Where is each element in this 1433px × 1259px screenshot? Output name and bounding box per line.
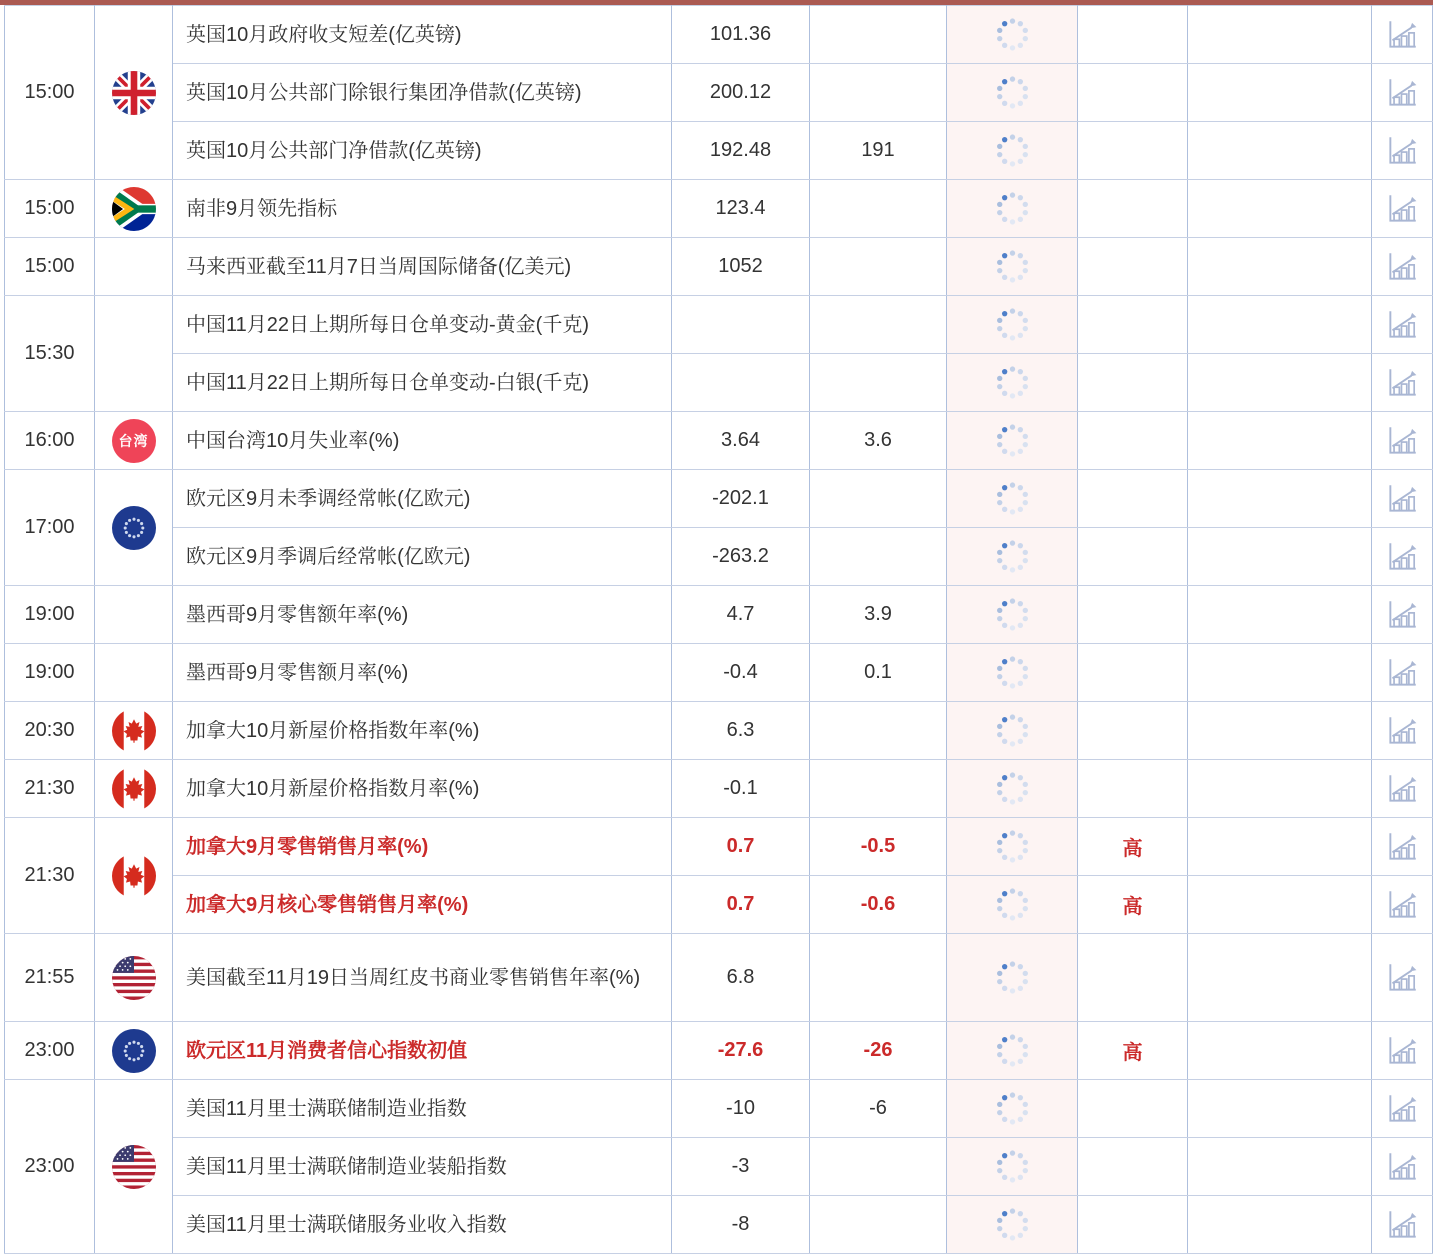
country-flag-cell	[95, 180, 173, 238]
history-chart-button[interactable]	[1384, 76, 1420, 110]
time-cell: 17:00	[5, 470, 95, 586]
previous-value-cell: -27.6	[672, 1022, 810, 1080]
chart-cell	[1372, 876, 1433, 934]
history-chart-button[interactable]	[1384, 366, 1420, 400]
forecast-value-cell	[810, 296, 947, 354]
importance-cell: 高	[1078, 818, 1188, 876]
event-row	[5, 1138, 1433, 1196]
previous-value-cell: 6.8	[672, 934, 810, 1022]
history-chart-button[interactable]	[1384, 250, 1420, 284]
previous-value-cell: 192.48	[672, 122, 810, 180]
previous-value-cell: 6.3	[672, 702, 810, 760]
chart-cell	[1372, 760, 1433, 818]
forecast-value-cell	[810, 1138, 947, 1196]
loading-spinner-icon	[996, 888, 1029, 921]
chart-cell	[1372, 1138, 1433, 1196]
importance-cell	[1078, 934, 1188, 1022]
loading-spinner-icon	[996, 1150, 1029, 1183]
chart-cell	[1372, 702, 1433, 760]
forecast-value-cell	[810, 934, 947, 1022]
event-row	[5, 1196, 1433, 1254]
forecast-value-cell: 3.6	[810, 412, 947, 470]
south-africa-flag-icon	[112, 187, 156, 231]
event-name-cell: 英国10月政府收支短差(亿英镑)	[173, 6, 672, 64]
event-row	[5, 934, 1433, 1022]
extra-cell	[1188, 122, 1372, 180]
country-flag-cell	[95, 702, 173, 760]
chart-cell	[1372, 1080, 1433, 1138]
forecast-value-cell: 3.9	[810, 586, 947, 644]
history-chart-button[interactable]	[1384, 482, 1420, 516]
history-chart-button[interactable]	[1384, 888, 1420, 922]
event-name-cell: 中国11月22日上期所每日仓单变动-黄金(千克)	[173, 296, 672, 354]
previous-value-cell: 1052	[672, 238, 810, 296]
actual-value-loading-cell	[947, 1080, 1078, 1138]
taiwan-badge-icon	[112, 419, 156, 463]
actual-value-loading-cell	[947, 528, 1078, 586]
country-flag-cell	[95, 934, 173, 1022]
forecast-value-cell	[810, 760, 947, 818]
loading-spinner-icon	[996, 366, 1029, 399]
event-name-cell: 美国11月里士满联储服务业收入指数	[173, 1196, 672, 1254]
loading-spinner-icon	[996, 482, 1029, 515]
event-name-cell: 英国10月公共部门除银行集团净借款(亿英镑)	[173, 64, 672, 122]
history-chart-button[interactable]	[1384, 598, 1420, 632]
event-name-cell: 墨西哥9月零售额月率(%)	[173, 644, 672, 702]
event-row	[5, 296, 1433, 354]
event-name-cell: 加拿大9月核心零售销售月率(%)	[173, 876, 672, 934]
event-row	[5, 818, 1433, 876]
actual-value-loading-cell	[947, 64, 1078, 122]
event-name-cell: 中国11月22日上期所每日仓单变动-白银(千克)	[173, 354, 672, 412]
actual-value-loading-cell	[947, 644, 1078, 702]
event-name-cell: 中国台湾10月失业率(%)	[173, 412, 672, 470]
loading-spinner-icon	[996, 1034, 1029, 1067]
actual-value-loading-cell	[947, 586, 1078, 644]
forecast-value-cell	[810, 180, 947, 238]
event-row	[5, 238, 1433, 296]
importance-cell	[1078, 354, 1188, 412]
event-name-cell: 英国10月公共部门净借款(亿英镑)	[173, 122, 672, 180]
chart-cell	[1372, 934, 1433, 1022]
previous-value-cell: 0.7	[672, 818, 810, 876]
importance-cell	[1078, 1196, 1188, 1254]
forecast-value-cell: -0.5	[810, 818, 947, 876]
importance-cell	[1078, 470, 1188, 528]
time-cell: 20:30	[5, 702, 95, 760]
actual-value-loading-cell	[947, 1138, 1078, 1196]
extra-cell	[1188, 1080, 1372, 1138]
previous-value-cell: -0.4	[672, 644, 810, 702]
loading-spinner-icon	[996, 1208, 1029, 1241]
previous-value-cell: 4.7	[672, 586, 810, 644]
eu-flag-icon	[112, 506, 156, 550]
loading-spinner-icon	[996, 192, 1029, 225]
event-name-cell: 南非9月领先指标	[173, 180, 672, 238]
economic-calendar-table	[4, 5, 1433, 1254]
extra-cell	[1188, 296, 1372, 354]
time-cell: 21:55	[5, 934, 95, 1022]
time-cell: 15:30	[5, 296, 95, 412]
event-name-cell: 加拿大10月新屋价格指数月率(%)	[173, 760, 672, 818]
importance-cell	[1078, 412, 1188, 470]
actual-value-loading-cell	[947, 354, 1078, 412]
event-row	[5, 528, 1433, 586]
importance-cell: 高	[1078, 876, 1188, 934]
previous-value-cell	[672, 354, 810, 412]
previous-value-cell: -263.2	[672, 528, 810, 586]
importance-cell	[1078, 64, 1188, 122]
history-chart-button[interactable]	[1384, 714, 1420, 748]
event-row	[5, 470, 1433, 528]
canada-flag-icon	[112, 767, 156, 811]
canada-flag-icon	[112, 854, 156, 898]
country-flag-cell	[95, 760, 173, 818]
previous-value-cell: -0.1	[672, 760, 810, 818]
country-flag-cell	[95, 1080, 173, 1254]
time-cell: 15:00	[5, 6, 95, 180]
country-flag-cell	[95, 238, 173, 296]
extra-cell	[1188, 412, 1372, 470]
chart-cell	[1372, 180, 1433, 238]
extra-cell	[1188, 586, 1372, 644]
time-cell: 19:00	[5, 644, 95, 702]
chart-cell	[1372, 6, 1433, 64]
loading-spinner-icon	[996, 830, 1029, 863]
importance-cell: 高	[1078, 1022, 1188, 1080]
loading-spinner-icon	[996, 308, 1029, 341]
previous-value-cell: -3	[672, 1138, 810, 1196]
time-cell: 21:30	[5, 818, 95, 934]
forecast-value-cell: -0.6	[810, 876, 947, 934]
forecast-value-cell	[810, 6, 947, 64]
history-chart-button[interactable]	[1384, 540, 1420, 574]
forecast-value-cell: 0.1	[810, 644, 947, 702]
event-row	[5, 586, 1433, 644]
history-chart-button[interactable]	[1384, 18, 1420, 52]
event-row	[5, 1022, 1433, 1080]
importance-cell	[1078, 6, 1188, 64]
event-row	[5, 412, 1433, 470]
extra-cell	[1188, 354, 1372, 412]
event-row	[5, 354, 1433, 412]
time-cell: 23:00	[5, 1080, 95, 1254]
event-row	[5, 876, 1433, 934]
actual-value-loading-cell	[947, 1196, 1078, 1254]
importance-cell	[1078, 702, 1188, 760]
forecast-value-cell	[810, 470, 947, 528]
event-name-cell: 欧元区9月未季调经常帐(亿欧元)	[173, 470, 672, 528]
calendar-table-body	[5, 6, 1433, 1254]
country-flag-cell	[95, 644, 173, 702]
extra-cell	[1188, 876, 1372, 934]
taiwan-badge-label: 台湾	[118, 432, 149, 449]
extra-cell	[1188, 702, 1372, 760]
extra-cell	[1188, 470, 1372, 528]
actual-value-loading-cell	[947, 6, 1078, 64]
previous-value-cell: -10	[672, 1080, 810, 1138]
event-row	[5, 702, 1433, 760]
loading-spinner-icon	[996, 134, 1029, 167]
event-row	[5, 180, 1433, 238]
event-name-cell: 欧元区9月季调后经常帐(亿欧元)	[173, 528, 672, 586]
extra-cell	[1188, 818, 1372, 876]
event-name-cell: 马来西亚截至11月7日当周国际储备(亿美元)	[173, 238, 672, 296]
canada-flag-icon	[112, 709, 156, 753]
extra-cell	[1188, 760, 1372, 818]
chart-cell	[1372, 238, 1433, 296]
time-cell: 23:00	[5, 1022, 95, 1080]
forecast-value-cell	[810, 1196, 947, 1254]
previous-value-cell: 101.36	[672, 6, 810, 64]
extra-cell	[1188, 64, 1372, 122]
history-chart-button[interactable]	[1384, 1034, 1420, 1068]
importance-cell	[1078, 760, 1188, 818]
actual-value-loading-cell	[947, 296, 1078, 354]
forecast-value-cell: -26	[810, 1022, 947, 1080]
time-cell: 16:00	[5, 412, 95, 470]
importance-cell	[1078, 1138, 1188, 1196]
extra-cell	[1188, 528, 1372, 586]
event-row	[5, 644, 1433, 702]
importance-cell	[1078, 122, 1188, 180]
actual-value-loading-cell	[947, 1022, 1078, 1080]
importance-cell	[1078, 180, 1188, 238]
event-name-cell: 欧元区11月消费者信心指数初值	[173, 1022, 672, 1080]
forecast-value-cell	[810, 64, 947, 122]
loading-spinner-icon	[996, 76, 1029, 109]
importance-cell	[1078, 586, 1188, 644]
history-chart-button[interactable]	[1384, 656, 1420, 690]
forecast-value-cell	[810, 702, 947, 760]
previous-value-cell: 0.7	[672, 876, 810, 934]
extra-cell	[1188, 934, 1372, 1022]
history-chart-button[interactable]	[1384, 1092, 1420, 1126]
loading-spinner-icon	[996, 714, 1029, 747]
event-name-cell: 加拿大9月零售销售月率(%)	[173, 818, 672, 876]
loading-spinner-icon	[996, 961, 1029, 994]
chart-cell	[1372, 64, 1433, 122]
country-flag-cell	[95, 818, 173, 934]
history-chart-button[interactable]	[1384, 424, 1420, 458]
extra-cell	[1188, 6, 1372, 64]
actual-value-loading-cell	[947, 412, 1078, 470]
chart-cell	[1372, 354, 1433, 412]
country-flag-cell	[95, 296, 173, 412]
loading-spinner-icon	[996, 250, 1029, 283]
chart-cell	[1372, 1196, 1433, 1254]
extra-cell	[1188, 238, 1372, 296]
us-flag-icon	[112, 1145, 156, 1189]
history-chart-button[interactable]	[1384, 134, 1420, 168]
event-row	[5, 64, 1433, 122]
previous-value-cell: -8	[672, 1196, 810, 1254]
previous-value-cell: -202.1	[672, 470, 810, 528]
event-name-cell: 墨西哥9月零售额年率(%)	[173, 586, 672, 644]
extra-cell	[1188, 180, 1372, 238]
actual-value-loading-cell	[947, 180, 1078, 238]
history-chart-button[interactable]	[1384, 1150, 1420, 1184]
actual-value-loading-cell	[947, 238, 1078, 296]
history-chart-button[interactable]	[1384, 308, 1420, 342]
chart-cell	[1372, 644, 1433, 702]
country-flag-cell	[95, 412, 173, 470]
chart-cell	[1372, 586, 1433, 644]
country-flag-cell	[95, 586, 173, 644]
loading-spinner-icon	[996, 598, 1029, 631]
previous-value-cell: 200.12	[672, 64, 810, 122]
forecast-value-cell	[810, 528, 947, 586]
chart-cell	[1372, 470, 1433, 528]
chart-cell	[1372, 122, 1433, 180]
forecast-value-cell: -6	[810, 1080, 947, 1138]
forecast-value-cell: 191	[810, 122, 947, 180]
actual-value-loading-cell	[947, 702, 1078, 760]
importance-cell	[1078, 238, 1188, 296]
loading-spinner-icon	[996, 656, 1029, 689]
time-cell: 21:30	[5, 760, 95, 818]
history-chart-button[interactable]	[1384, 1208, 1420, 1242]
event-name-cell: 美国11月里士满联储制造业指数	[173, 1080, 672, 1138]
history-chart-button[interactable]	[1384, 772, 1420, 806]
history-chart-button[interactable]	[1384, 961, 1420, 995]
country-flag-cell	[95, 6, 173, 180]
actual-value-loading-cell	[947, 122, 1078, 180]
time-cell: 15:00	[5, 180, 95, 238]
previous-value-cell: 3.64	[672, 412, 810, 470]
chart-cell	[1372, 412, 1433, 470]
actual-value-loading-cell	[947, 934, 1078, 1022]
event-name-cell: 美国截至11月19日当周红皮书商业零售销售年率(%)	[173, 934, 672, 1022]
chart-cell	[1372, 296, 1433, 354]
loading-spinner-icon	[996, 540, 1029, 573]
country-flag-cell	[95, 1022, 173, 1080]
time-cell: 19:00	[5, 586, 95, 644]
extra-cell	[1188, 1022, 1372, 1080]
previous-value-cell: 123.4	[672, 180, 810, 238]
event-row	[5, 760, 1433, 818]
loading-spinner-icon	[996, 772, 1029, 805]
loading-spinner-icon	[996, 1092, 1029, 1125]
loading-spinner-icon	[996, 424, 1029, 457]
event-name-cell: 美国11月里士满联储制造业装船指数	[173, 1138, 672, 1196]
event-row	[5, 6, 1433, 64]
event-row	[5, 122, 1433, 180]
actual-value-loading-cell	[947, 876, 1078, 934]
country-flag-cell	[95, 470, 173, 586]
history-chart-button[interactable]	[1384, 830, 1420, 864]
actual-value-loading-cell	[947, 818, 1078, 876]
us-flag-icon	[112, 956, 156, 1000]
actual-value-loading-cell	[947, 760, 1078, 818]
history-chart-button[interactable]	[1384, 192, 1420, 226]
forecast-value-cell	[810, 238, 947, 296]
extra-cell	[1188, 644, 1372, 702]
event-row	[5, 1080, 1433, 1138]
economic-calendar	[4, 5, 1433, 1254]
previous-value-cell	[672, 296, 810, 354]
time-cell: 15:00	[5, 238, 95, 296]
importance-cell	[1078, 528, 1188, 586]
uk-flag-icon	[112, 71, 156, 115]
importance-cell	[1078, 1080, 1188, 1138]
forecast-value-cell	[810, 354, 947, 412]
importance-cell	[1078, 644, 1188, 702]
event-name-cell: 加拿大10月新屋价格指数年率(%)	[173, 702, 672, 760]
chart-cell	[1372, 818, 1433, 876]
chart-cell	[1372, 1022, 1433, 1080]
extra-cell	[1188, 1138, 1372, 1196]
loading-spinner-icon	[996, 18, 1029, 51]
eu-flag-icon	[112, 1029, 156, 1073]
importance-cell	[1078, 296, 1188, 354]
extra-cell	[1188, 1196, 1372, 1254]
actual-value-loading-cell	[947, 470, 1078, 528]
chart-cell	[1372, 528, 1433, 586]
